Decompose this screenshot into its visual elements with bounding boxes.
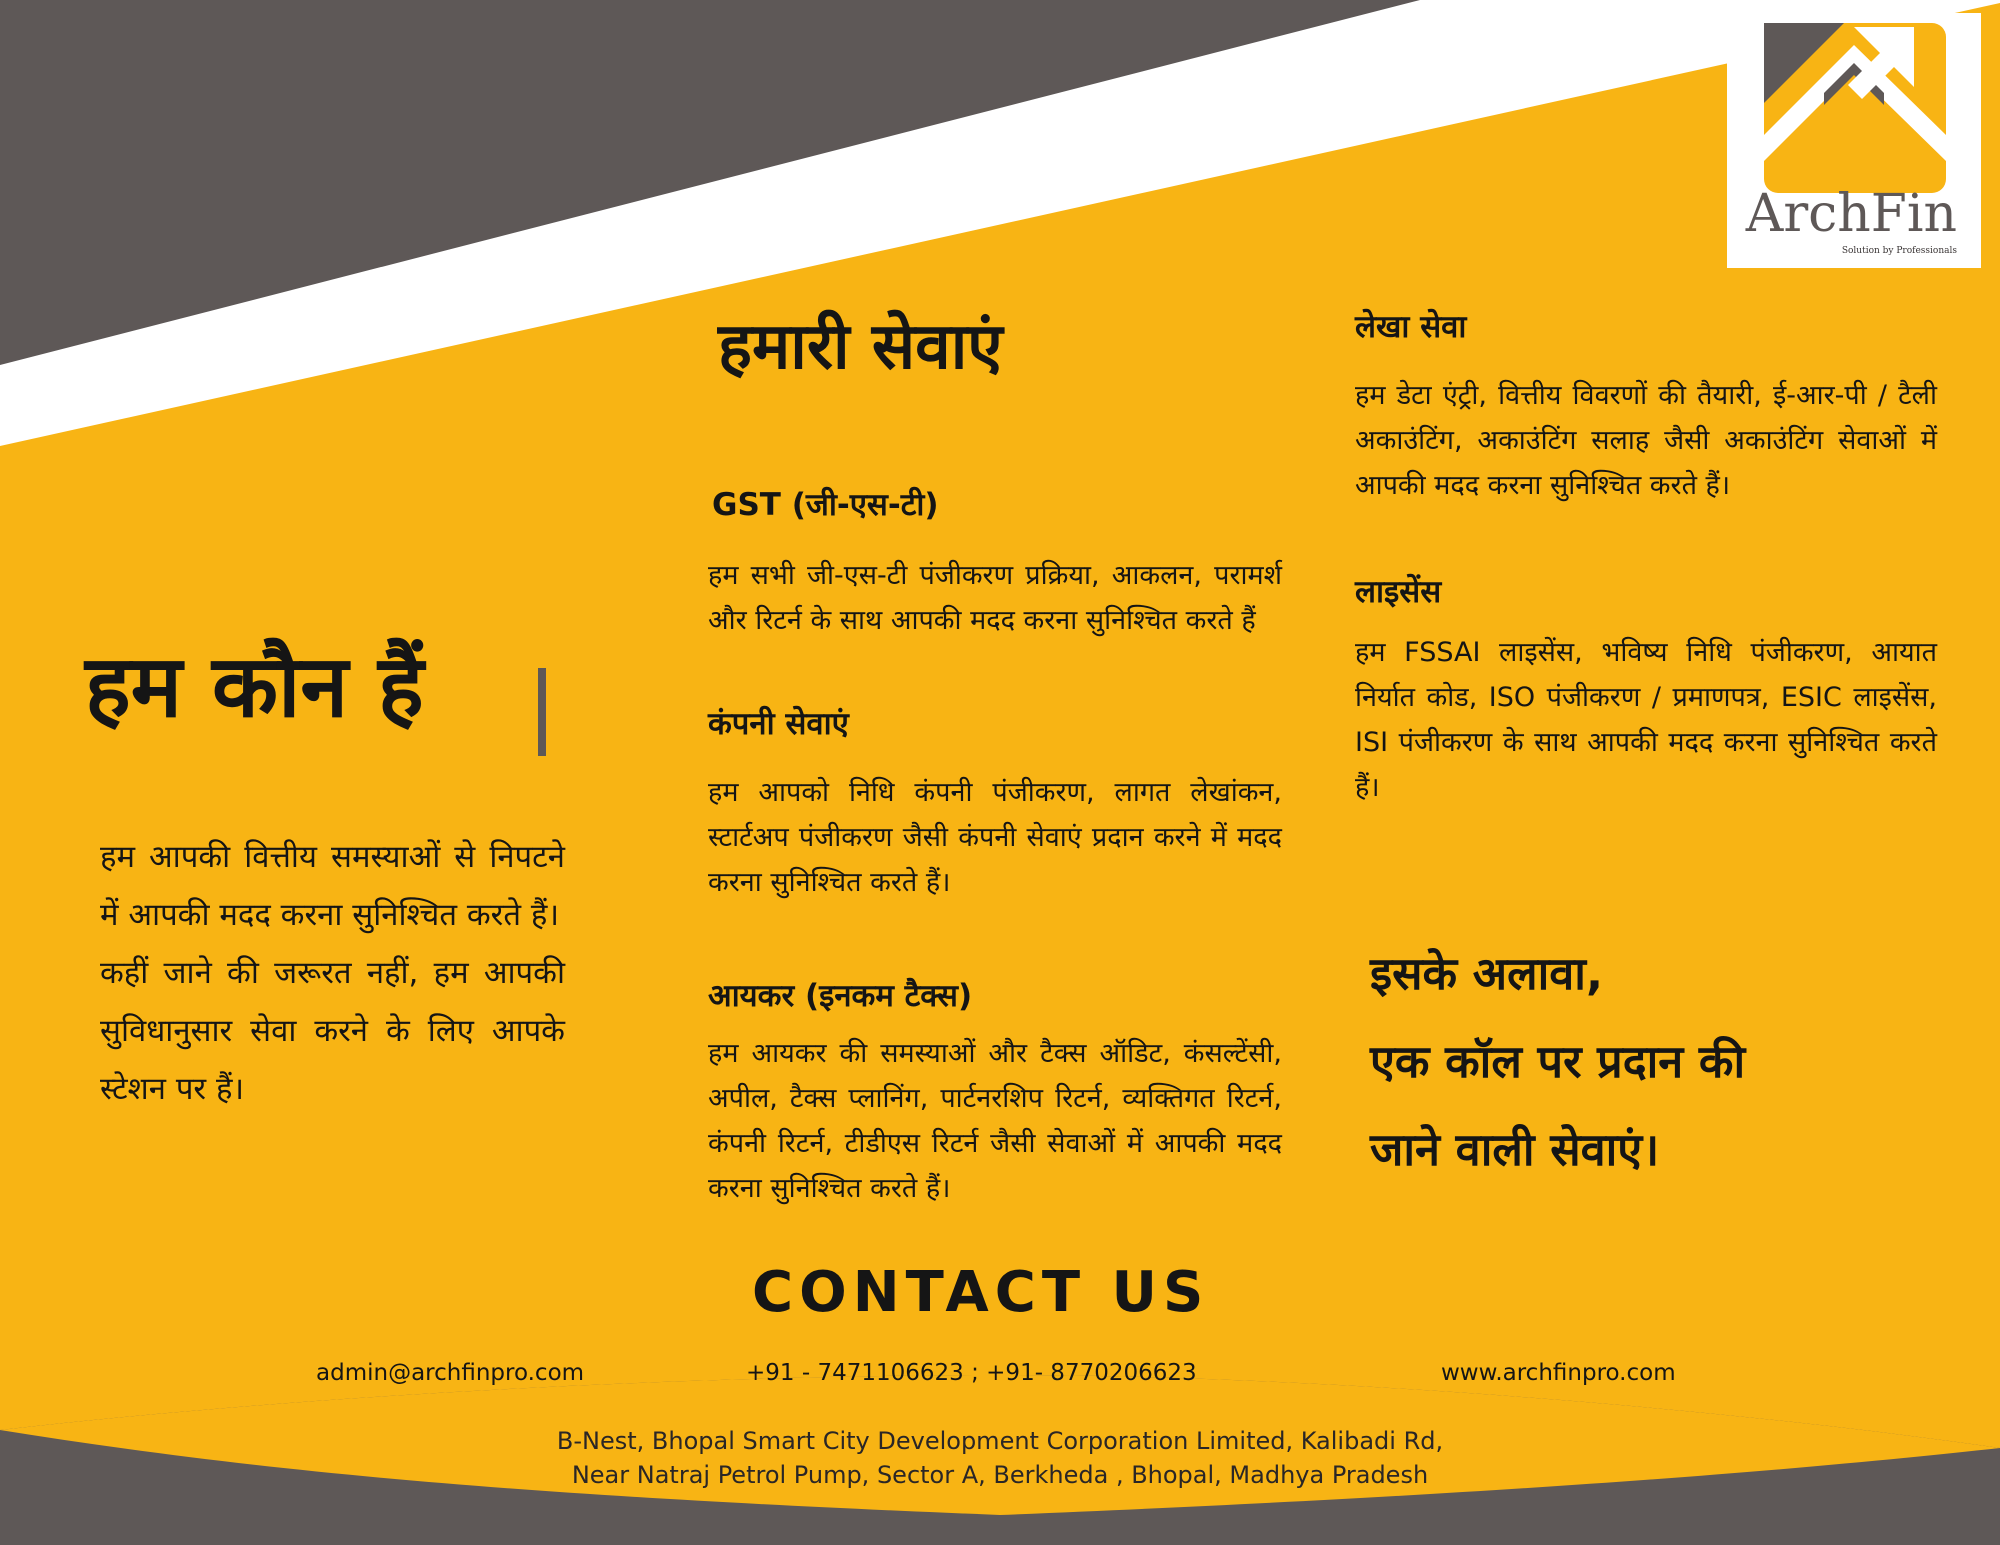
contact-email-link[interactable]: admin@archfinpro.com [316,1360,585,1386]
house-arrow-icon [1764,23,1946,193]
about-paragraph: हम आपकी वित्तीय समस्याओं से निपटने में आपकी मदद करना सुनिश्चित करते हैं। [100,839,565,933]
address-line: Near Natraj Petrol Pump, Sector A, Berkheda , Bhopal, Madhya Pradesh [571,1461,1429,1489]
service-desc-license: हम FSSAI लाइसेंस, भविष्य निधि पंजीकरण, आयात निर्यात कोड, ISO पंजीकरण / प्रमाणपत्र, ESIC लाइसेंस, ISI पंजीकरण के साथ आपकी मदद करना सुनिश्चित करते हैं। [1355,637,1937,803]
service-title-income-tax: आयकर (इनकम टैक्स) [708,978,973,1014]
address-line: B-Nest, Bhopal Smart City Development Corporation Limited, Kalibadi Rd, [556,1427,1444,1455]
contact-phone[interactable]: +91 - 7471106623 ; +91- 8770206623 [746,1360,1197,1386]
extra-line: जाने वाली सेवाएं। [1370,1123,1660,1176]
service-desc-accounting: हम डेटा एंट्री, वित्तीय विवरणों की तैयारी, ई-आर-पी / टैली अकाउंटिंग, अकाउंटिंग सलाह जैसी अकाउंटिंग सेवाओं में आपकी मदद करना सुनिश्चित करते हैं। [1355,380,1937,501]
extra-services-note [1370,930,1745,1194]
brand-tagline: Solution by Professionals [1841,246,1957,256]
about-paragraph: कहीं जाने की जरूरत नहीं, हम आपकी सुविधानुसार सेवा करने के लिए आपके स्टेशन पर हैं। [100,955,565,1107]
service-title-gst: GST (जी-एस-टी) [712,487,939,523]
service-desc-income-tax: हम आयकर की समस्याओं और टैक्स ऑडिट, कंसल्टेंसी, अपील, टैक्स प्लानिंग, पार्टनरशिप रिटर्न, व्यक्तिगत रिटर्न, कंपनी रिटर्न, टीडीएस रिटर्न जैसी सेवाओं में आपकी मदद करना सुनिश्चित करते हैं। [708,1038,1282,1204]
about-body [100,828,565,1118]
service-title-license: लाइसेंस [1355,574,1442,610]
service-desc-gst: हम सभी जी-एस-टी पंजीकरण प्रक्रिया, आकलन, परामर्श और रिटर्न के साथ आपकी मदद करना सुनिश्चित करते हैं [708,560,1282,636]
extra-line: एक कॉल पर प्रदान की [1370,1035,1746,1088]
contact-heading: CONTACT US [752,1260,1210,1325]
services-heading: हमारी सेवाएं [718,310,1003,384]
about-heading: हम कौन हैं [85,637,424,737]
service-title-accounting: लेखा सेवा [1355,309,1467,345]
contact-address [0,1424,2000,1492]
heading-accent-bar [538,668,546,756]
service-title-company: कंपनी सेवाएं [708,706,849,742]
contact-website-link[interactable]: www.archfinpro.com [1441,1360,1676,1386]
brand-name: ArchFin [1745,184,1957,244]
brand-logo[interactable] [1727,13,1981,268]
extra-line: इसके अलावा, [1370,947,1604,1000]
service-desc-company: हम आपको निधि कंपनी पंजीकरण, लागत लेखांकन, स्टार्टअप पंजीकरण जैसी कंपनी सेवाएं प्रदान करने में मदद करना सुनिश्चित करते हैं। [708,777,1282,898]
